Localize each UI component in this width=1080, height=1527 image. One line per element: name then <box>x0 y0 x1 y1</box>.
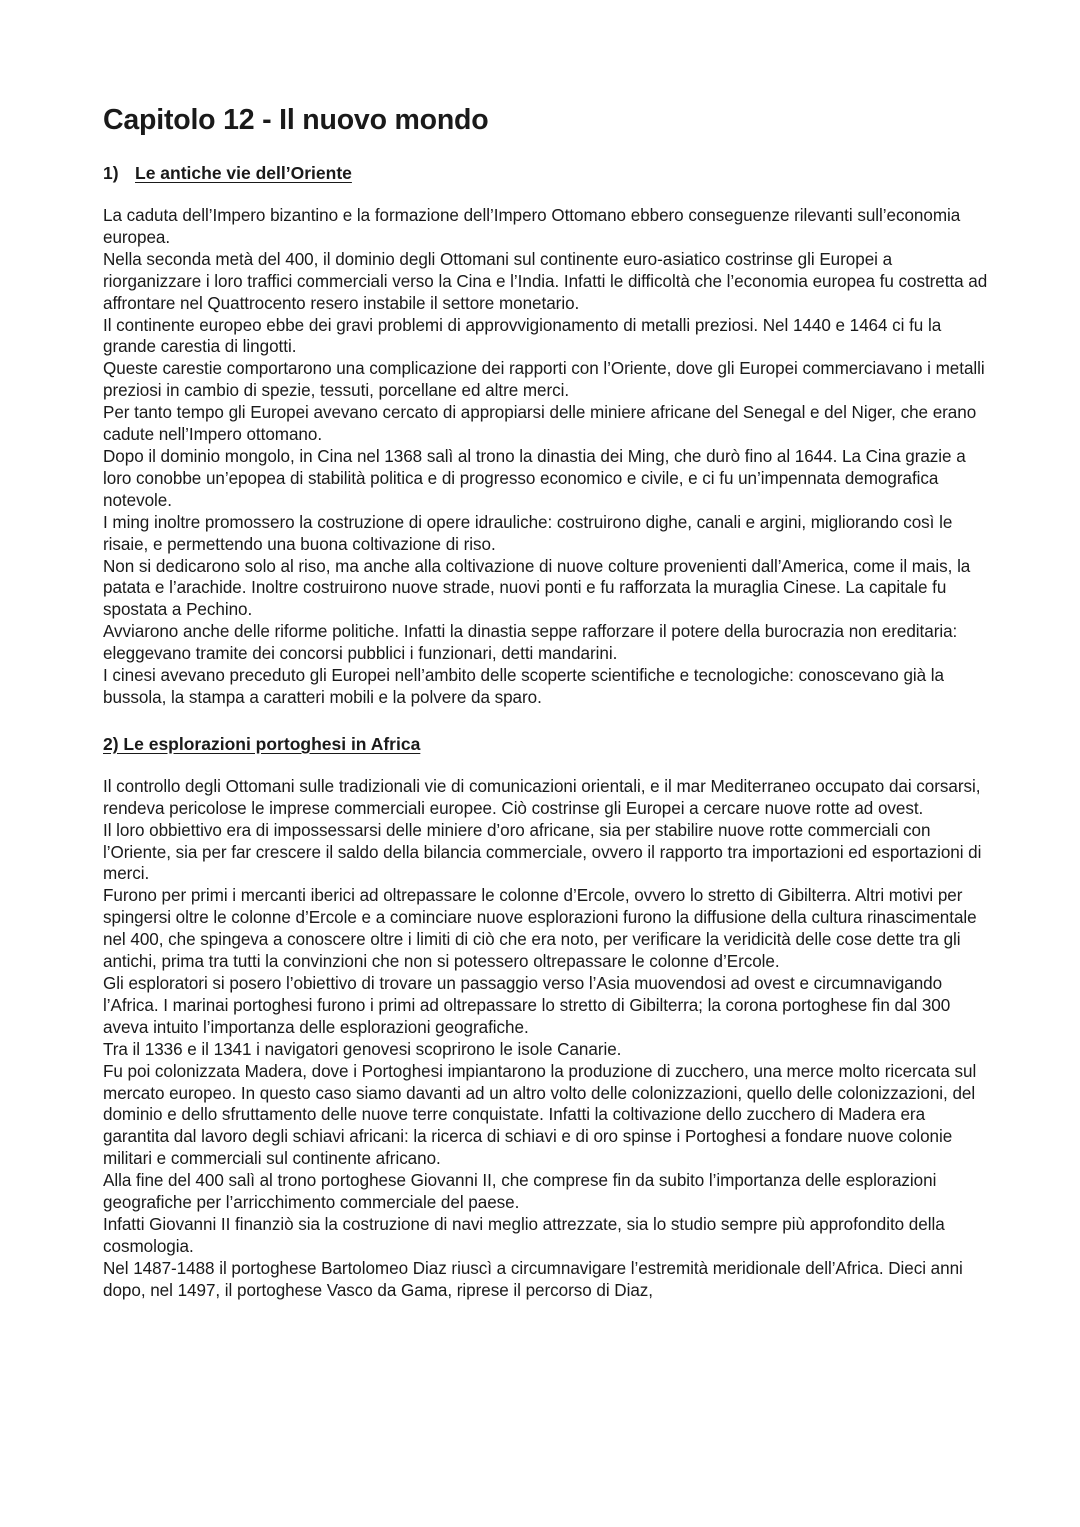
paragraph: Il loro obbiettivo era di impossessarsi delle miniere d’oro africane, sia per stabilire nuove rotte commerciali con l’Oriente, sia per far crescere il saldo della bilancia commerciale, ovvero il rapporto tra importazioni ed esportazioni di merci. <box>103 820 982 884</box>
paragraph: Non si dedicarono solo al riso, ma anche alla coltivazione di nuove colture provenienti dall’America, come il mais, la patata e l’arachide. Inoltre costruirono nuove strade, nuovi ponti e fu rafforzata la muraglia Cinese. La capitale fu spostata a Pechino. <box>103 556 971 620</box>
paragraph: Gli esploratori si posero l’obiettivo di trovare un passaggio verso l’Asia muovendosi ad ovest e circumnavigando l’Africa. I marinai portoghesi furono i primi ad oltrepassare lo stretto di Gibilterra; la corona portoghese fin dal 300 aveva intuito l’importanza delle esplorazioni geografiche. <box>103 974 951 1037</box>
section-title-1: Le antiche vie dell’Oriente <box>135 163 352 183</box>
section-body-2 <box>103 776 988 1302</box>
paragraph: Alla fine del 400 salì al trono portoghese Giovanni II, che comprese fin da subito l’importanza delle esplorazioni geografiche per l’arricchimento commerciale del paese. <box>103 1171 937 1213</box>
section-title-2: 2) Le esplorazioni portoghesi in Africa <box>103 733 421 754</box>
paragraph: I cinesi avevano preceduto gli Europei nell’ambito delle scoperte scientifiche e tecnologiche: conoscevano già la bussola, la stampa a caratteri mobili e la polvere da sparo. <box>103 666 945 707</box>
paragraph: Fu poi colonizzata Madera, dove i Portoghesi impiantarono la produzione di zucchero, una merce molto ricercata sul mercato europeo. In questo caso siamo davanti ad un altro volto delle colonizzazioni, quello delle colonizzazioni, del dominio e dello sfruttamento delle nuove terre conquistate. Infatti la coltivazione dello zucchero di Madera era garantita dal lavoro degli schiavi africani: la ricerca di schiavi e di oro spinse i Portoghesi a fondare nuove colonie militari e commerciali sul continente africano. <box>103 1061 977 1169</box>
paragraph: Queste carestie comportarono una complicazione dei rapporti con l’Oriente, dove gli Europei commerciavano i metalli preziosi in cambio di spezie, tessuti, porcellane ed altre merci. <box>103 359 985 401</box>
paragraph: Infatti Giovanni II finanziò sia la costruzione di navi meglio attrezzate, sia lo studio sempre più approfondito della cosmologia. <box>103 1214 945 1256</box>
section-heading-1 <box>103 162 988 184</box>
paragraph: Dopo il dominio mongolo, in Cina nel 1368 salì al trono la dinastia dei Ming, che durò fino al 1644. La Cina grazie a loro conobbe un’epopea di stabilità politica e di progresso economico e civile, e ci fu un’impennata demografica notevole. <box>103 446 966 510</box>
page-title: Capitolo 12 - Il nuovo mondo <box>103 104 489 136</box>
paragraph: Per tanto tempo gli Europei avevano cercato di appropiarsi delle miniere africane del Senegal e del Niger, che erano cadute nell’Impero ottomano. <box>103 403 977 445</box>
section-body-1 <box>103 205 988 709</box>
paragraph: Il continente europeo ebbe dei gravi problemi di approvvigionamento di metalli preziosi. Nel 1440 e 1464 ci fu la grande carestia di lingotti. <box>103 315 942 357</box>
paragraph: Nella seconda metà del 400, il dominio degli Ottomani sul continente euro-asiatico costrinse gli Europei a riorganizzare i loro traffici commerciali verso la Cina e l’India. Infatti le difficoltà che l’economia europea fu costretta ad affrontare nel Quattrocento resero instabile il settore monetario. <box>103 249 988 313</box>
paragraph: Furono per primi i mercanti iberici ad oltrepassare le colonne d’Ercole, ovvero lo stretto di Gibilterra. Altri motivi per spingersi oltre le colonne d’Ercole e a cominciare nuove esplorazioni furono la diffusione della cultura rinascimentale nel 400, che spingeva a conoscere oltre i limiti di ciò che era noto, per verificare la veridicità delle cose dette tra gli antichi, prima tra tutti la convinzioni che non si potessero oltrepassare le colonne d’Ercole. <box>103 886 977 972</box>
paragraph: La caduta dell’Impero bizantino e la formazione dell’Impero Ottomano ebbero conseguenze rilevanti sull’economia europea. <box>103 206 961 247</box>
section-number-1: 1) <box>103 163 119 183</box>
paragraph: Avviarono anche delle riforme politiche. Infatti la dinastia seppe rafforzare il potere della burocrazia non ereditaria: eleggevano tramite dei concorsi pubblici i funzionari, detti mandarini. <box>103 622 958 664</box>
section-heading-2 <box>103 733 988 755</box>
paragraph: Tra il 1336 e il 1341 i navigatori genovesi scoprirono le isole Canarie. <box>103 1039 622 1059</box>
paragraph: I ming inoltre promossero la costruzione di opere idrauliche: costruirono dighe, canali e argini, migliorando così le risaie, e permettendo una buona coltivazione di riso. <box>103 512 953 554</box>
paragraph: Il controllo degli Ottomani sulle tradizionali vie di comunicazioni orientali, e il mar Mediterraneo occupato dai corsarsi, rendeva pericolose le imprese commerciali europee. Ciò costrinse gli Europei a cercare nuove rotte ad ovest. <box>103 776 981 818</box>
paragraph: Nel 1487-1488 il portoghese Bartolomeo Diaz riuscì a circumnavigare l’estremità meridionale dell’Africa. Dieci anni dopo, nel 1497, il portoghese Vasco da Gama, riprese il percorso di Diaz, <box>103 1258 963 1300</box>
document-page <box>103 102 988 1302</box>
